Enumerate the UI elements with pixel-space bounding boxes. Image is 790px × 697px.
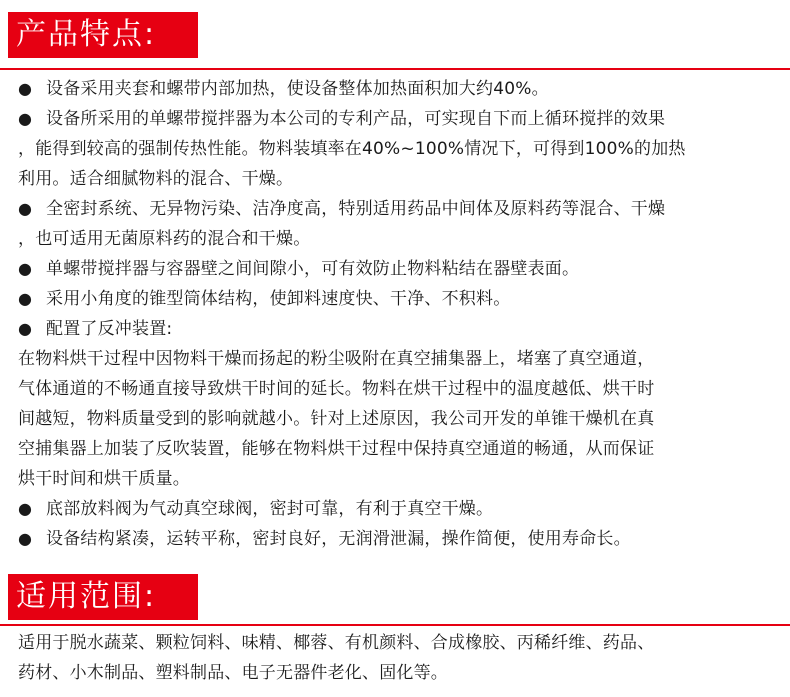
- feature-line: [18, 494, 782, 524]
- feature-line: [18, 104, 782, 134]
- feature-text: 设备采用夹套和螺带内部加热，使设备整体加热面积加大约40%。: [46, 79, 549, 99]
- bullet-icon: ●: [18, 319, 33, 338]
- features-list: [18, 74, 782, 554]
- feature-line: [18, 194, 782, 224]
- feature-text: 全密封系统、无异物污染、洁净度高，特别适用药品中间体及原料药等混合、干燥: [46, 199, 666, 219]
- feature-text: 气体通道的不畅通直接导致烘干时间的延长。物料在烘干过程中的温度越低、烘干时: [18, 379, 655, 399]
- feature-text: 设备结构紧凑，运转平称，密封良好，无润滑泄漏，操作简便，使用寿命长。: [46, 529, 631, 549]
- feature-text: 采用小角度的锥型筒体结构，使卸料速度快、干净、不积料。: [46, 289, 511, 309]
- feature-line: [18, 74, 782, 104]
- feature-text: 底部放料阀为气动真空球阀，密封可靠，有利于真空干燥。: [46, 499, 494, 519]
- feature-line: [18, 134, 782, 164]
- bullet-icon: ●: [18, 499, 33, 518]
- divider: [0, 624, 790, 626]
- feature-text: 配置了反冲装置:: [46, 319, 173, 339]
- section-title-features: 产品特点:: [8, 12, 198, 58]
- feature-line: [18, 434, 782, 464]
- bullet-icon: ●: [18, 79, 33, 98]
- feature-line: [18, 464, 782, 494]
- feature-line: [18, 344, 782, 374]
- bullet-icon: ●: [18, 259, 33, 278]
- scope-list: [18, 628, 782, 688]
- feature-line: [18, 404, 782, 434]
- feature-line: [18, 314, 782, 344]
- feature-text: 单螺带搅拌器与容器壁之间间隙小，可有效防止物料粘结在器壁表面。: [46, 259, 580, 279]
- bullet-icon: ●: [18, 199, 33, 218]
- feature-line: [18, 284, 782, 314]
- feature-text: 设备所采用的单螺带搅拌器为本公司的专利产品，可实现自下而上循环搅拌的效果: [46, 109, 666, 129]
- feature-line: [18, 524, 782, 554]
- feature-text: 间越短，物料质量受到的影响就越小。针对上述原因，我公司开发的单锥干燥机在真: [18, 409, 655, 429]
- feature-line: [18, 224, 782, 254]
- feature-text: 利用。适合细腻物料的混合、干燥。: [18, 169, 294, 189]
- feature-text: ，能得到较高的强制传热性能。物料装填率在40%~100%情况下，可得到100%的加热: [18, 139, 686, 159]
- scope-line: 药材、小木制品、塑料制品、电子无器件老化、固化等。: [18, 663, 448, 683]
- divider: [0, 68, 790, 70]
- bullet-icon: ●: [18, 529, 33, 548]
- feature-line: [18, 254, 782, 284]
- feature-text: 在物料烘干过程中因物料干燥而扬起的粉尘吸附在真空捕集器上，堵塞了真空通道，: [18, 349, 655, 369]
- feature-text: ，也可适用无菌原料药的混合和干燥。: [18, 229, 311, 249]
- feature-line: [18, 374, 782, 404]
- scope-line: 适用于脱水蔬菜、颗粒饲料、味精、椰蓉、有机颜料、合成橡胶、丙稀纤维、药品、: [18, 633, 655, 653]
- feature-line: [18, 164, 782, 194]
- section-title-scope: 适用范围:: [8, 574, 198, 620]
- bullet-icon: ●: [18, 289, 33, 308]
- feature-text: 空捕集器上加装了反吹装置，能够在物料烘干过程中保持真空通道的畅通，从而保证: [18, 439, 655, 459]
- feature-text: 烘干时间和烘干质量。: [18, 469, 190, 489]
- bullet-icon: ●: [18, 109, 33, 128]
